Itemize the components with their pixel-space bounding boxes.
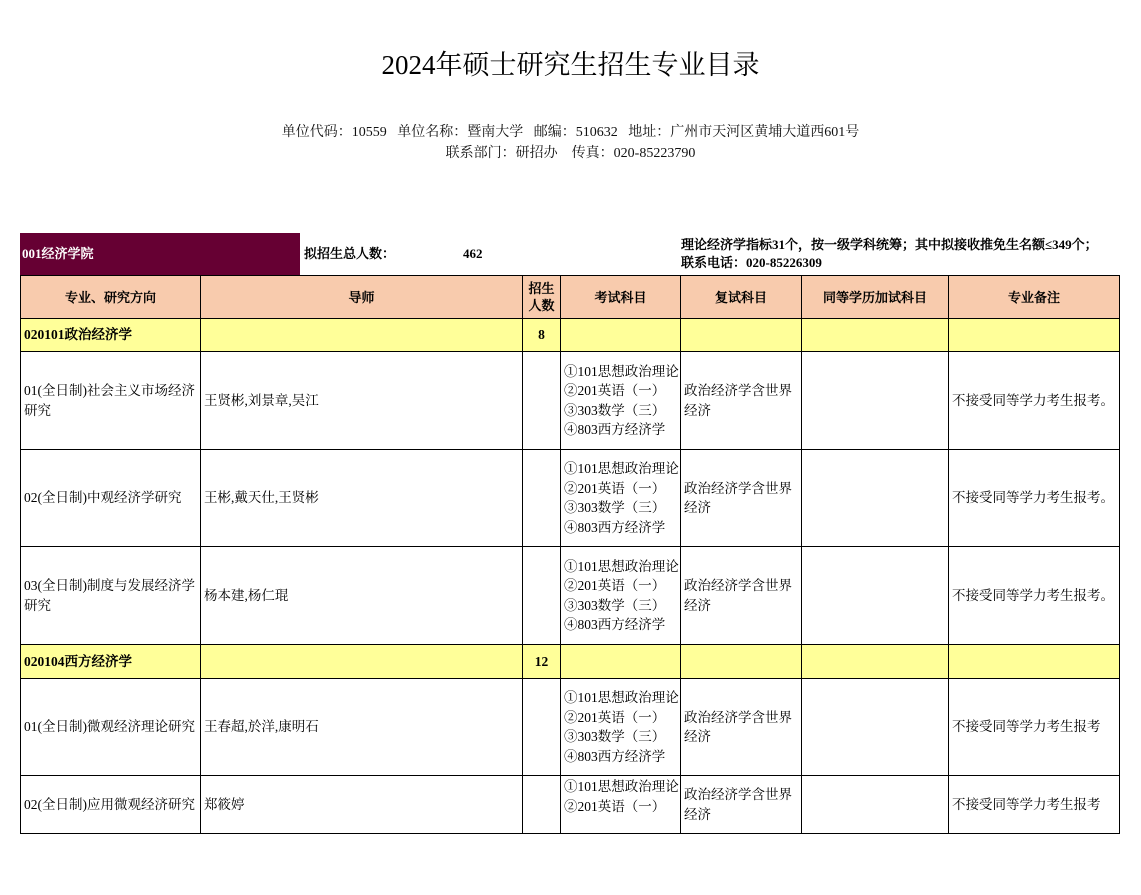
catalog-table bbox=[20, 275, 1120, 834]
quota-cell bbox=[523, 776, 561, 834]
direction-row bbox=[21, 679, 1120, 776]
major-remark-cell bbox=[949, 645, 1120, 679]
advisors: 杨本建,杨仁琨 bbox=[201, 547, 523, 645]
exam-subject: ①101思想政治理论 bbox=[564, 461, 679, 476]
major-advisors-cell bbox=[201, 319, 523, 352]
major-name: 020104西方经济学 bbox=[21, 645, 201, 679]
exam-subject: ②201英语（一） bbox=[564, 383, 666, 398]
exam-subject: ④803西方经济学 bbox=[564, 422, 666, 437]
major-exam-cell bbox=[561, 319, 681, 352]
department-name: 001经济学院 bbox=[20, 233, 300, 275]
research-direction: 03(全日制)制度与发展经济学研究 bbox=[21, 547, 201, 645]
exam-subject: ④803西方经济学 bbox=[564, 748, 666, 764]
major-row bbox=[21, 319, 1120, 352]
exam-subjects bbox=[561, 679, 681, 776]
advisors: 郑筱婷 bbox=[201, 776, 523, 834]
quota-cell bbox=[523, 450, 561, 547]
major-remark: 不接受同等学力考生报考。 bbox=[949, 547, 1120, 645]
column-header-remark: 专业备注 bbox=[949, 276, 1120, 319]
major-advisors-cell bbox=[201, 645, 523, 679]
quota-note: 理论经济学指标31个，按一级学科统筹；其中拟接收推免生名额≤349个； bbox=[681, 237, 1098, 252]
major-retest-cell bbox=[681, 319, 802, 352]
column-header-extra-exam: 同等学历加试科目 bbox=[802, 276, 949, 319]
column-header-retest: 复试科目 bbox=[681, 276, 802, 319]
exam-subject: ③303数学（三） bbox=[564, 729, 666, 744]
direction-row bbox=[21, 547, 1120, 645]
exam-subject: ④803西方经济学 bbox=[564, 519, 666, 535]
extra-exam-cell bbox=[802, 352, 949, 450]
research-direction: 01(全日制)社会主义市场经济研究 bbox=[21, 352, 201, 450]
major-remark: 不接受同等学力考生报考。 bbox=[949, 450, 1120, 547]
extra-exam-cell bbox=[802, 679, 949, 776]
column-header-exams: 考试科目 bbox=[561, 276, 681, 319]
major-quota: 12 bbox=[523, 645, 561, 679]
retest-subject: 政治经济学含世界经济 bbox=[681, 679, 802, 776]
contact-info-line: 联系部门：研招办 传真：020-85223790 bbox=[445, 146, 696, 161]
major-extra-exam-cell bbox=[802, 319, 949, 352]
retest-subject: 政治经济学含世界经济 bbox=[681, 776, 802, 834]
unit-info-line: 单位代码：10559 单位名称：暨南大学 邮编：510632 地址：广州市天河区黄埔大道西601号 bbox=[281, 125, 860, 140]
quota-cell bbox=[523, 352, 561, 450]
exam-subject: ②201英语（一） bbox=[564, 480, 666, 496]
total-enrollment-value: 462 bbox=[463, 246, 483, 261]
table-header-row bbox=[21, 276, 1120, 319]
exam-subjects bbox=[561, 450, 681, 547]
major-quota: 8 bbox=[523, 319, 561, 352]
retest-subject: 政治经济学含世界经济 bbox=[681, 547, 802, 645]
advisors: 王春超,於洋,康明石 bbox=[201, 679, 523, 776]
direction-row bbox=[21, 776, 1120, 834]
exam-subject: ①101思想政治理论 bbox=[564, 363, 679, 379]
advisors: 王贤彬,刘景章,吴江 bbox=[201, 352, 523, 450]
department-phone: 联系电话：020-85226309 bbox=[681, 255, 822, 270]
page-title: 2024年硕士研究生招生专业目录 bbox=[381, 50, 760, 80]
exam-subjects bbox=[561, 352, 681, 450]
total-enrollment-label: 拟招生总人数： bbox=[304, 246, 396, 261]
exam-subjects bbox=[561, 776, 681, 834]
quota-cell bbox=[523, 547, 561, 645]
exam-subject: ①101思想政治理论 bbox=[564, 690, 679, 705]
major-remark: 不接受同等学力考生报考 bbox=[949, 776, 1120, 834]
major-exam-cell bbox=[561, 645, 681, 679]
research-direction: 02(全日制)应用微观经济研究 bbox=[21, 776, 201, 834]
exam-subject: ④803西方经济学 bbox=[564, 617, 666, 632]
advisors: 王彬,戴天仕,王贤彬 bbox=[201, 450, 523, 547]
column-header-advisors: 导师 bbox=[201, 276, 523, 319]
major-remark: 不接受同等学力考生报考。 bbox=[949, 352, 1120, 450]
research-direction: 01(全日制)微观经济理论研究 bbox=[21, 679, 201, 776]
major-remark-cell bbox=[949, 319, 1120, 352]
extra-exam-cell bbox=[802, 547, 949, 645]
exam-subject: ③303数学（三） bbox=[564, 402, 666, 418]
direction-row bbox=[21, 450, 1120, 547]
extra-exam-cell bbox=[802, 776, 949, 834]
exam-subject: ③303数学（三） bbox=[564, 500, 666, 515]
exam-subject: ②201英语（一） bbox=[564, 578, 666, 593]
major-retest-cell bbox=[681, 645, 802, 679]
exam-subject: ③303数学（三） bbox=[564, 597, 666, 613]
exam-subject: ①101思想政治理论 bbox=[564, 558, 679, 574]
major-extra-exam-cell bbox=[802, 645, 949, 679]
exam-subject: ②201英语（一） bbox=[564, 798, 666, 814]
unit-info bbox=[0, 122, 1141, 164]
retest-subject: 政治经济学含世界经济 bbox=[681, 352, 802, 450]
research-direction: 02(全日制)中观经济学研究 bbox=[21, 450, 201, 547]
quota-cell bbox=[523, 679, 561, 776]
major-remark: 不接受同等学力考生报考 bbox=[949, 679, 1120, 776]
exam-subjects bbox=[561, 547, 681, 645]
retest-subject: 政治经济学含世界经济 bbox=[681, 450, 802, 547]
major-name: 020101政治经济学 bbox=[21, 319, 201, 352]
direction-row bbox=[21, 352, 1120, 450]
exam-subject: ①101思想政治理论 bbox=[564, 779, 679, 794]
major-row bbox=[21, 645, 1120, 679]
department-note bbox=[681, 236, 1098, 272]
exam-subject: ②201英语（一） bbox=[564, 709, 666, 725]
column-header-quota: 招生人数 bbox=[523, 276, 561, 319]
column-header-direction: 专业、研究方向 bbox=[21, 276, 201, 319]
extra-exam-cell bbox=[802, 450, 949, 547]
